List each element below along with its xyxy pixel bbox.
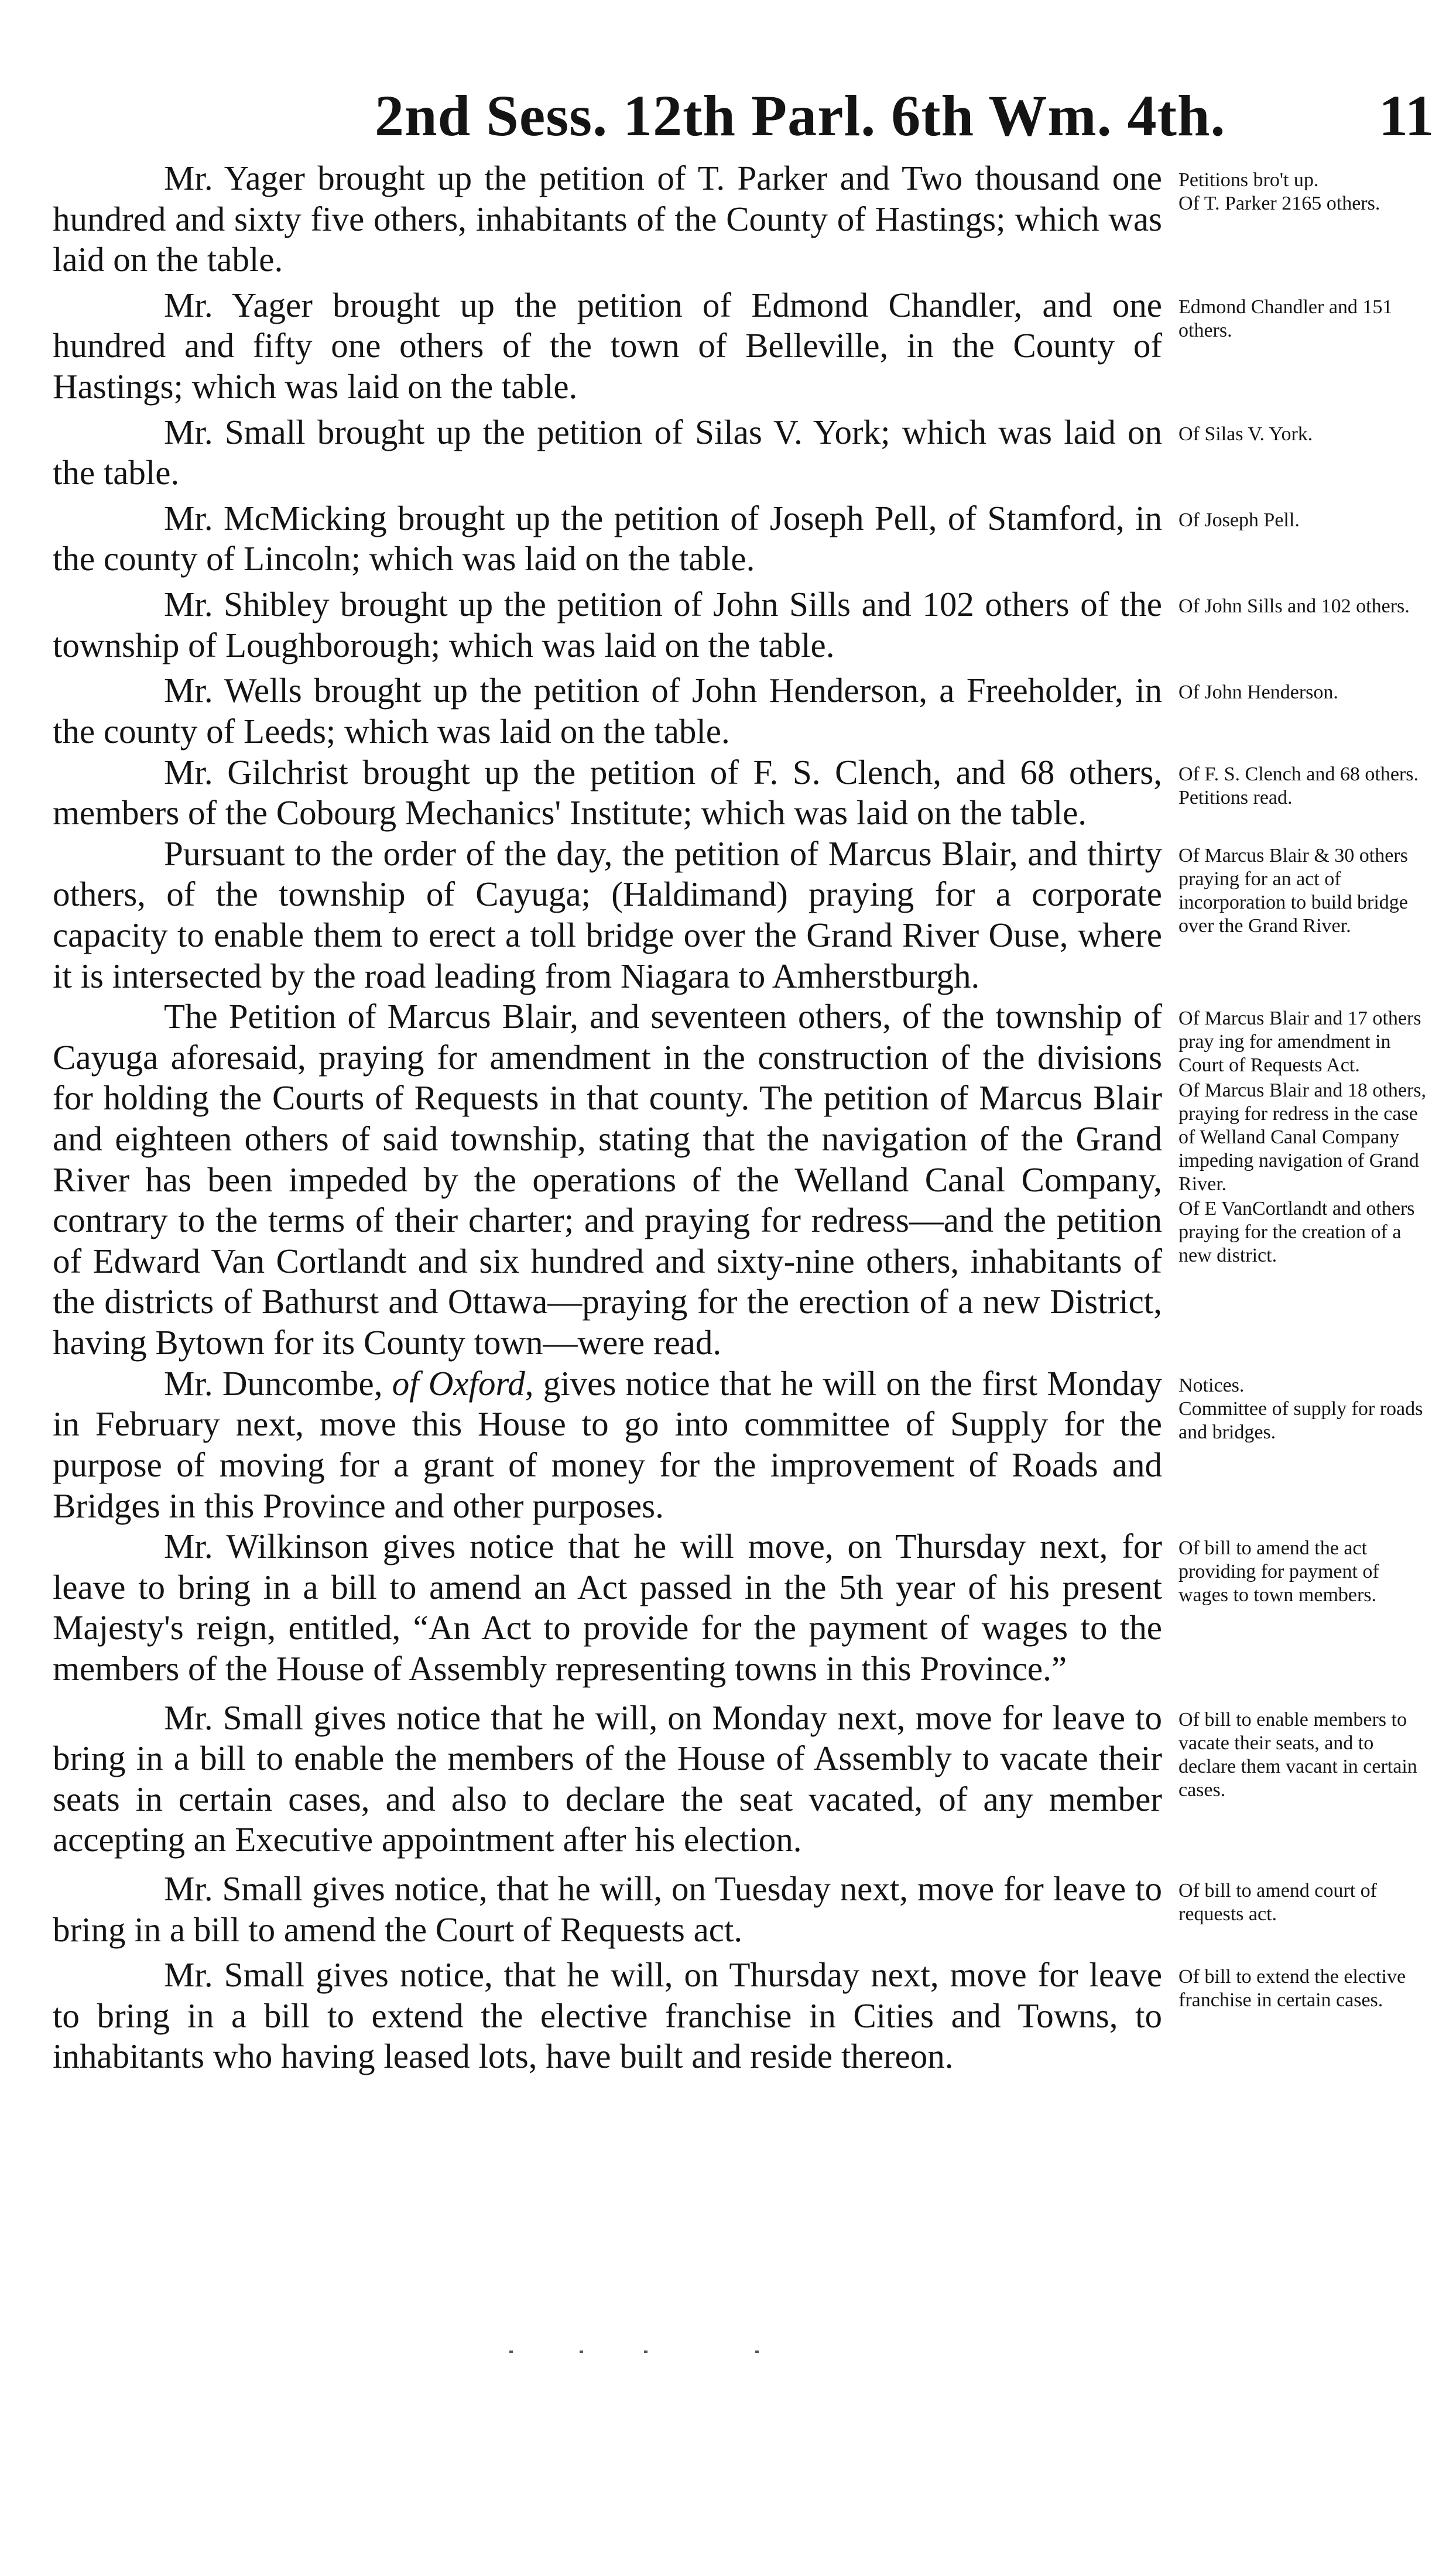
paragraph: Mr. McMicking brought up the petition of Joseph Pell, of Stamford, in the county of Lincoln; which was laid on the table. (53, 498, 1162, 578)
margin-note (1178, 834, 1430, 938)
margin-note (1178, 1698, 1430, 1802)
entry-text (53, 1869, 1162, 1950)
margin-note-line: Of John Henderson. (1178, 681, 1338, 704)
paragraph: Mr. Wells brought up the petition of John Henderson, a Freeholder, in the county of Leeds; which was laid on the table. (53, 671, 1162, 751)
entry-text (53, 752, 1162, 834)
paragraph: Mr. Yager brought up the petition of T. Parker and Two thousand one hundred and sixty five others, inhabitants of the County of Hastings; which was laid on the table. (53, 159, 1162, 279)
entry-text (53, 1363, 1162, 1526)
margin-note-line: Of Marcus Blair and 18 others, praying for redress in the case of Welland Canal Company impeding navigation of Grand River. (1178, 1079, 1427, 1195)
entry-small-notice-seats (53, 1698, 1456, 1861)
entry-parker-petition (53, 158, 1456, 280)
journal-body (53, 158, 1456, 2077)
margin-note-line: Committee of supply for roads and bridges. (1178, 1397, 1423, 1443)
paragraph: Mr. Small gives notice, that he will, on Tuesday next, move for leave to bring in a bill to amend the Court of Requests act. (53, 1869, 1162, 1949)
entry-text (53, 996, 1162, 1363)
margin-note (1178, 1869, 1430, 1926)
paragraph: Mr. Wilkinson gives notice that he will move, on Thursday next, for leave to bring in a bill to amend an Act passed in the 5th year of his present Majesty's reign, entitled, “An Act to provide for the payment of wages to the members of the House of Assembly representing towns in this Province.” (53, 1527, 1162, 1688)
entry-text (53, 584, 1162, 666)
margin-note-line: Of Marcus Blair and 17 others pray ing for amendment in Court of Requests Act. (1178, 1008, 1421, 1077)
paragraph: Mr. Shibley brought up the petition of John Sills and 102 others of the township of Loughborough; which was laid on the table. (53, 585, 1162, 664)
entry-text (53, 1698, 1162, 1861)
margin-note-line: Of Joseph Pell. (1178, 509, 1300, 531)
margin-note-line: Petitions bro't up. (1178, 169, 1319, 191)
entry-text (53, 670, 1162, 752)
paragraph: Pursuant to the order of the day, the petition of Marcus Blair, and thirty others, of the township of Cayuga; (Haldimand) praying for a corporate capacity to enable them to erect a toll bridge over the Grand River Ouse, where it is intersected by the road leading from Niagara to Amherstburgh. (53, 834, 1162, 995)
entry-blair-bridge-petition (53, 834, 1456, 996)
entry-text (53, 158, 1162, 280)
paragraph: Mr. Yager brought up the petition of Edmond Chandler, and one hundred and fifty one others of the town of Belleville, in the County of Hastings; which was laid on the table. (53, 285, 1162, 406)
margin-note-line: Of bill to amend court of requests act. (1178, 1879, 1377, 1925)
print-mark (755, 2351, 759, 2353)
margin-note (1178, 752, 1430, 810)
entry-york-petition (53, 412, 1456, 494)
margin-note (1178, 1955, 1430, 2012)
entry-text (53, 834, 1162, 996)
margin-note-line: Of Silas V. York. (1178, 423, 1313, 445)
page-number: 11 (1379, 83, 1434, 148)
print-mark (509, 2351, 513, 2353)
print-mark (644, 2351, 648, 2353)
entry-pell-petition (53, 498, 1456, 580)
margin-note-line: Petitions read. (1178, 786, 1293, 808)
margin-note-line: Of bill to extend the elective franchise in certain cases. (1178, 1966, 1406, 2012)
paragraph: Mr. Small gives notice, that he will, on Thursday next, move for leave to bring in a bill to extend the elective franchise in Cities and Towns, to inhabitants who having leased lots, have built and reside thereon. (53, 1955, 1162, 2076)
paragraph: Mr. Duncombe, of Oxford, gives notice that he will on the first Monday in February next, move this House to go into committee of Supply for the purpose of moving for a grant of money for the improvement of Roads and Bridges in this Province and other purposes. (53, 1363, 1162, 1525)
margin-note (1178, 996, 1430, 1267)
entry-chandler-petition (53, 285, 1456, 407)
margin-note-line: Of John Sills and 102 others. (1178, 595, 1410, 618)
entry-small-notice-requests (53, 1869, 1456, 1950)
entry-small-notice-franchise (53, 1955, 1456, 2077)
entry-duncombe-notice (53, 1363, 1456, 1526)
margin-note-line: Notices. (1178, 1374, 1245, 1396)
margin-note-line: Of bill to enable members to vacate their seats, and to declare them vacant in certain cases. (1178, 1708, 1417, 1801)
margin-note (1178, 1363, 1430, 1444)
margin-note (1178, 158, 1430, 215)
entry-clench-petition (53, 752, 1456, 834)
margin-note-line: Edmond Chandler and 151 others. (1178, 296, 1393, 341)
entry-text (53, 498, 1162, 580)
printer-marks (509, 2351, 861, 2362)
print-mark (580, 2351, 583, 2353)
entry-henderson-petition (53, 670, 1456, 752)
running-title: 2nd Sess. 12th Parl. 6th Wm. 4th. (375, 83, 1226, 148)
italic-phrase: of Oxford (392, 1363, 525, 1403)
margin-note (1178, 498, 1430, 532)
entry-sills-petition (53, 584, 1456, 666)
entry-text (53, 1526, 1162, 1689)
paragraph: Mr. Gilchrist brought up the petition of F. S. Clench, and 68 others, members of the Cobourg Mechanics' Institute; which was laid on the table. (53, 752, 1162, 832)
margin-note-line: Of bill to amend the act providing for payment of wages to town members. (1178, 1537, 1379, 1606)
paragraph: The Petition of Marcus Blair, and seventeen others, of the township of Cayuga aforesaid, praying for amendment in the construction of the divisions for holding the Courts of Requests in that county. The petition of Marcus Blair and eighteen others of said township, stating that the navigation of the Grand River has been impeded by the operations of the Welland Canal Company, contrary to the terms of their charter; and praying for redress—and the petition of Edward Van Cortlandt and six hundred and sixty-nine others, inhabitants of the districts of Bathurst and Ottawa—praying for the erection of a new District, having Bytown for its County town—were read. (53, 997, 1162, 1362)
margin-note (1178, 1526, 1430, 1607)
margin-note-line: Of E VanCortlandt and others praying for the creation of a new district. (1178, 1198, 1415, 1267)
margin-note-line: Of Marcus Blair & 30 others praying for an act of incorporation to build bridge over the Grand River. (1178, 844, 1408, 937)
entry-text (53, 412, 1162, 494)
entry-text (53, 285, 1162, 407)
entry-wilkinson-notice (53, 1526, 1456, 1689)
entry-petitions-read (53, 996, 1456, 1363)
margin-note (1178, 670, 1430, 704)
paragraph: Mr. Small brought up the petition of Silas V. York; which was laid on the table. (53, 412, 1162, 492)
margin-note (1178, 584, 1430, 618)
paragraph: Mr. Small gives notice that he will, on Monday next, move for leave to bring in a bill to enable the members of the House of Assembly to vacate their seats in certain cases, and also to declare the seat vacated, of any member accepting an Executive appointment after his election. (53, 1698, 1162, 1859)
margin-note (1178, 412, 1430, 446)
margin-note-line: Of T. Parker 2165 others. (1178, 193, 1380, 215)
margin-note-line: Of F. S. Clench and 68 others. (1178, 763, 1419, 785)
margin-note (1178, 285, 1430, 342)
entry-text (53, 1955, 1162, 2077)
